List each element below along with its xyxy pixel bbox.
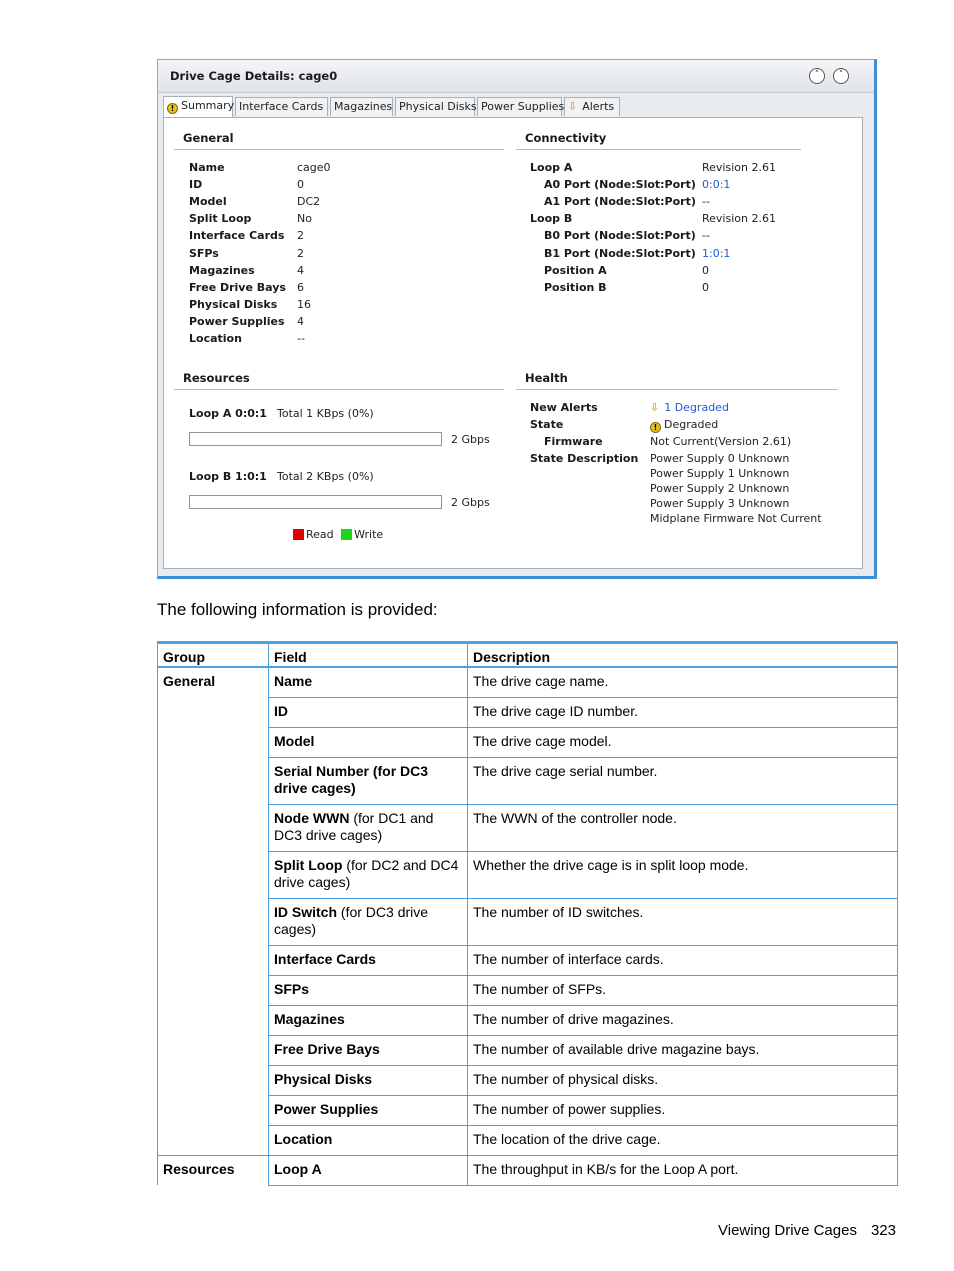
description-cell: The number of drive magazines. <box>468 1005 898 1035</box>
warning-circle-icon: ! <box>167 103 178 114</box>
general-field-label: Magazines <box>189 263 255 277</box>
description-cell: The drive cage serial number. <box>468 757 898 804</box>
group-cell: General <box>158 667 269 697</box>
field-name: SFPs <box>274 980 310 997</box>
description-cell: The number of ID switches. <box>468 898 898 945</box>
summary-content <box>163 117 863 569</box>
field-name: Free Drive Bays <box>274 1040 380 1057</box>
field-cell <box>269 697 468 727</box>
column-header: Group <box>158 643 269 668</box>
table-row <box>158 975 898 1005</box>
group-cell <box>158 945 269 975</box>
table-row <box>158 727 898 757</box>
group-cell <box>158 804 269 851</box>
table-row <box>158 1005 898 1035</box>
health-heading: Health <box>525 371 568 385</box>
table-body <box>158 667 898 1185</box>
table-row <box>158 667 898 697</box>
field-qualifier: (for DC1 and DC3 drive cages) <box>274 809 434 843</box>
field-cell <box>269 1035 468 1065</box>
loop-a-label: Loop A 0:0:1 <box>189 407 267 420</box>
connectivity-field-value: Revision 2.61 <box>702 212 776 226</box>
general-field-label: Physical Disks <box>189 297 278 311</box>
loop-b-total: Total 2 KBps (0%) <box>277 470 374 483</box>
field-name: Loop A <box>274 1160 322 1177</box>
general-field-value: 16 <box>297 297 311 311</box>
general-field-label: Power Supplies <box>189 314 285 328</box>
tab-summary[interactable]: ! Summary <box>163 96 233 117</box>
general-field-value: 6 <box>297 280 304 294</box>
connectivity-heading: Connectivity <box>525 131 607 145</box>
panel-title: Drive Cage Details: cage0 <box>170 69 338 83</box>
state-description-line: Power Supply 1 Unknown <box>650 467 790 480</box>
panel-titlebar <box>158 60 874 93</box>
table-row <box>158 697 898 727</box>
field-name: Location <box>274 1130 333 1147</box>
field-name: Physical Disks <box>274 1070 373 1087</box>
description-cell: The drive cage name. <box>468 667 898 697</box>
general-field-label: Model <box>189 195 227 209</box>
port-link[interactable]: 1:0:1 <box>702 246 731 260</box>
connectivity-field-value: Revision 2.61 <box>702 161 776 174</box>
state-description-line: Power Supply 2 Unknown <box>650 482 790 495</box>
write-swatch <box>341 529 352 540</box>
field-name: Name <box>274 673 313 689</box>
state-label: State <box>530 418 564 431</box>
group-cell <box>158 1035 269 1065</box>
description-cell: The drive cage ID number. <box>468 697 898 727</box>
description-cell: The throughput in KB/s for the Loop A port. <box>468 1155 898 1185</box>
divider <box>516 149 801 150</box>
field-cell <box>269 945 468 975</box>
connectivity-field-label: Loop A <box>530 161 573 174</box>
connectivity-field-label: A0 Port (Node:Slot:Port) <box>544 178 696 192</box>
tab-interface-cards[interactable]: Interface Cards <box>235 97 328 116</box>
connectivity-field-value: 0 <box>702 280 709 294</box>
collapse-down-icon[interactable]: ˅ <box>833 68 849 84</box>
table-row <box>158 757 898 804</box>
description-cell: The drive cage model. <box>468 727 898 757</box>
field-cell <box>269 1095 468 1125</box>
connectivity-field-label: B1 Port (Node:Slot:Port) <box>544 246 696 260</box>
field-name: ID Switch <box>274 903 338 920</box>
connectivity-field-label: Position A <box>544 263 607 277</box>
warning-circle-icon: ! <box>650 422 661 433</box>
description-cell: Whether the drive cage is in split loop mode. <box>468 851 898 898</box>
tab-physical-disks[interactable]: Physical Disks <box>395 97 475 116</box>
connectivity-field-label: Position B <box>544 280 607 294</box>
connectivity-field-label: Loop B <box>530 212 573 226</box>
group-cell <box>158 757 269 804</box>
field-cell <box>269 804 468 851</box>
general-field-label: SFPs <box>189 246 219 260</box>
general-field-label: Name <box>189 161 225 174</box>
state-description-line: Midplane Firmware Not Current <box>650 512 822 525</box>
field-cell <box>269 667 468 697</box>
field-qualifier: (for DC3 drive cages) <box>274 903 429 937</box>
loop-a-total: Total 1 KBps (0%) <box>277 407 374 420</box>
group-cell <box>158 1095 269 1125</box>
group-cell <box>158 1125 269 1155</box>
resources-heading: Resources <box>183 371 250 385</box>
field-description-table <box>157 641 898 1186</box>
group-cell <box>158 1005 269 1035</box>
group-cell <box>158 697 269 727</box>
table-row <box>158 1065 898 1095</box>
field-cell <box>269 1005 468 1035</box>
general-field-value: 0 <box>297 178 304 192</box>
field-cell <box>269 851 468 898</box>
field-cell <box>269 1125 468 1155</box>
divider <box>174 149 504 150</box>
description-cell: The number of available drive magazine bays. <box>468 1035 898 1065</box>
general-field-label: Split Loop <box>189 212 252 226</box>
group-cell <box>158 1065 269 1095</box>
description-cell: The location of the drive cage. <box>468 1125 898 1155</box>
alert-arrow-icon: ⇩ <box>568 100 578 113</box>
state-description-line: Power Supply 0 Unknown <box>650 452 790 465</box>
connectivity-field-value: -- <box>702 229 710 243</box>
loop-b-label: Loop B 1:0:1 <box>189 470 267 483</box>
table-row <box>158 1125 898 1155</box>
description-cell: The WWN of the controller node. <box>468 804 898 851</box>
field-name: Magazines <box>274 1010 345 1027</box>
tab-magazines[interactable]: Magazines <box>330 97 393 116</box>
collapse-up-icon[interactable]: ˄ <box>809 68 825 84</box>
field-cell <box>269 898 468 945</box>
page-number: 323 <box>870 1222 896 1239</box>
table-row <box>158 1035 898 1065</box>
connectivity-field-label: B0 Port (Node:Slot:Port) <box>544 229 696 243</box>
general-field-label: Interface Cards <box>189 229 285 243</box>
port-link[interactable]: 0:0:1 <box>702 178 731 192</box>
firmware-label: Firmware <box>544 435 603 448</box>
group-cell <box>158 975 269 1005</box>
connectivity-field-value: 0 <box>702 263 709 277</box>
tab-alerts[interactable]: ⇩ Alerts <box>564 97 620 116</box>
new-alerts-link[interactable]: ⇩ 1 Degraded <box>650 401 729 414</box>
drive-cage-details-panel <box>157 59 877 579</box>
table-row <box>158 898 898 945</box>
general-field-value: 4 <box>297 263 304 277</box>
column-header: Description <box>468 643 898 668</box>
state-description-line: Power Supply 3 Unknown <box>650 497 790 510</box>
new-alerts-label: New Alerts <box>530 401 598 414</box>
table-row <box>158 945 898 975</box>
description-cell: The number of SFPs. <box>468 975 898 1005</box>
general-field-value: cage0 <box>297 161 331 174</box>
general-field-value: -- <box>297 332 305 345</box>
loop-a-capacity: 2 Gbps <box>451 433 490 446</box>
general-field-label: Free Drive Bays <box>189 280 286 294</box>
state-description-label: State Description <box>530 452 639 465</box>
general-field-value: No <box>297 212 312 226</box>
field-name: Node WWN <box>274 809 350 826</box>
table-header-row <box>158 643 898 668</box>
field-cell <box>269 757 468 804</box>
connectivity-field-label: A1 Port (Node:Slot:Port) <box>544 195 696 209</box>
field-name: Serial Number (for DC3 drive cages) <box>274 762 429 796</box>
general-field-label: Location <box>189 332 242 345</box>
field-cell <box>269 975 468 1005</box>
field-cell <box>269 1155 468 1185</box>
description-cell: The number of physical disks. <box>468 1065 898 1095</box>
connectivity-field-value: -- <box>702 195 710 209</box>
general-field-label: ID <box>189 178 203 192</box>
page-footer <box>718 1222 896 1239</box>
alert-arrow-icon: ⇩ <box>650 401 660 414</box>
table-row <box>158 851 898 898</box>
read-swatch <box>293 529 304 540</box>
state-value: ! Degraded <box>650 418 718 433</box>
group-cell: Resources <box>158 1155 269 1185</box>
group-cell <box>158 898 269 945</box>
firmware-value: Not Current(Version 2.61) <box>650 435 792 448</box>
intro-text: The following information is provided: <box>157 600 438 619</box>
column-header: Field <box>269 643 468 668</box>
general-field-value: DC2 <box>297 195 321 209</box>
table-row <box>158 804 898 851</box>
field-name: ID <box>274 702 288 719</box>
description-cell: The number of interface cards. <box>468 945 898 975</box>
group-cell <box>158 851 269 898</box>
loop-b-capacity: 2 Gbps <box>451 496 490 509</box>
field-name: Power Supplies <box>274 1100 379 1117</box>
loop-a-throughput-bar <box>189 432 442 446</box>
description-cell: The number of power supplies. <box>468 1095 898 1125</box>
table-row <box>158 1155 898 1185</box>
group-cell <box>158 727 269 757</box>
divider <box>174 389 504 390</box>
field-qualifier: (for DC2 and DC4 drive cages) <box>274 856 459 890</box>
general-heading: General <box>183 131 234 145</box>
field-name: Model <box>274 732 315 749</box>
divider <box>516 389 838 390</box>
table-row <box>158 1095 898 1125</box>
field-cell <box>269 727 468 757</box>
general-field-value: 2 <box>297 229 304 243</box>
general-field-value: 2 <box>297 246 304 260</box>
tab-power-supplies[interactable]: Power Supplies <box>477 97 562 116</box>
field-cell <box>269 1065 468 1095</box>
footer-section-title: Viewing Drive Cages <box>718 1222 857 1239</box>
field-name: Split Loop <box>274 856 343 873</box>
general-field-value: 4 <box>297 314 304 328</box>
chart-legend: Read Write <box>293 528 383 541</box>
loop-b-throughput-bar <box>189 495 442 509</box>
field-name: Interface Cards <box>274 950 376 967</box>
